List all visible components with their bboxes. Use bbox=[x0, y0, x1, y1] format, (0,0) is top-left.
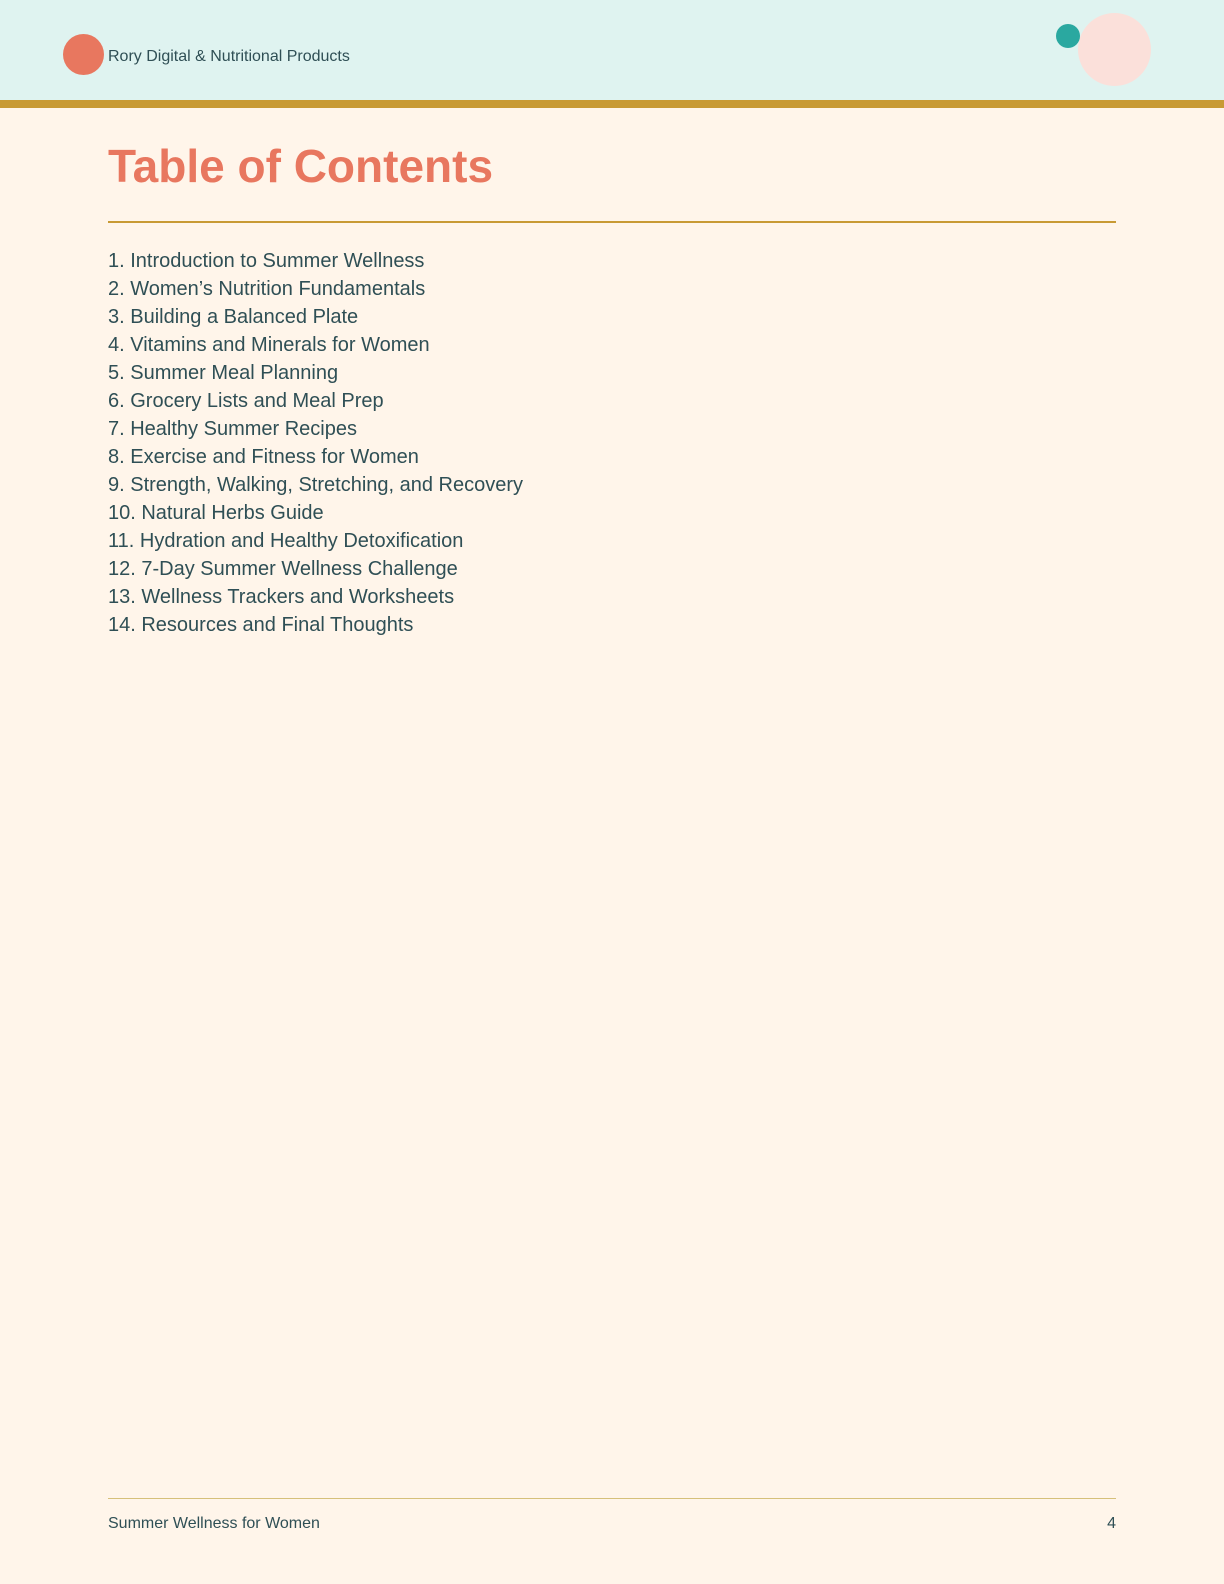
toc-item: 11. Hydration and Healthy Detoxification bbox=[108, 530, 464, 552]
toc-item: 14. Resources and Final Thoughts bbox=[108, 614, 414, 636]
toc-item: 12. 7-Day Summer Wellness Challenge bbox=[108, 558, 458, 580]
toc-item: 7. Healthy Summer Recipes bbox=[108, 418, 357, 440]
table-of-contents-list bbox=[108, 247, 523, 639]
toc-item: 8. Exercise and Fitness for Women bbox=[108, 446, 419, 468]
footer-divider bbox=[108, 1498, 1116, 1499]
toc-item: 2. Women’s Nutrition Fundamentals bbox=[108, 278, 426, 300]
page-title: Table of Contents bbox=[108, 140, 494, 192]
header-divider bbox=[0, 100, 1224, 108]
brand-name: Rory Digital & Nutritional Products bbox=[108, 48, 350, 65]
title-divider bbox=[108, 221, 1116, 223]
toc-item: 5. Summer Meal Planning bbox=[108, 362, 339, 384]
toc-item: 6. Grocery Lists and Meal Prep bbox=[108, 390, 384, 412]
toc-item: 13. Wellness Trackers and Worksheets bbox=[108, 586, 455, 608]
decorative-circle-pink bbox=[1078, 13, 1151, 86]
brand-logo-dot bbox=[63, 34, 104, 75]
toc-item: 1. Introduction to Summer Wellness bbox=[108, 250, 425, 272]
footer-document-title: Summer Wellness for Women bbox=[108, 1515, 320, 1532]
decorative-circle-teal bbox=[1056, 24, 1080, 48]
toc-item: 9. Strength, Walking, Stretching, and Recovery bbox=[108, 474, 524, 496]
toc-item: 3. Building a Balanced Plate bbox=[108, 306, 359, 328]
page-number: 4 bbox=[1107, 1515, 1116, 1532]
toc-item: 4. Vitamins and Minerals for Women bbox=[108, 334, 430, 356]
toc-item: 10. Natural Herbs Guide bbox=[108, 502, 324, 524]
